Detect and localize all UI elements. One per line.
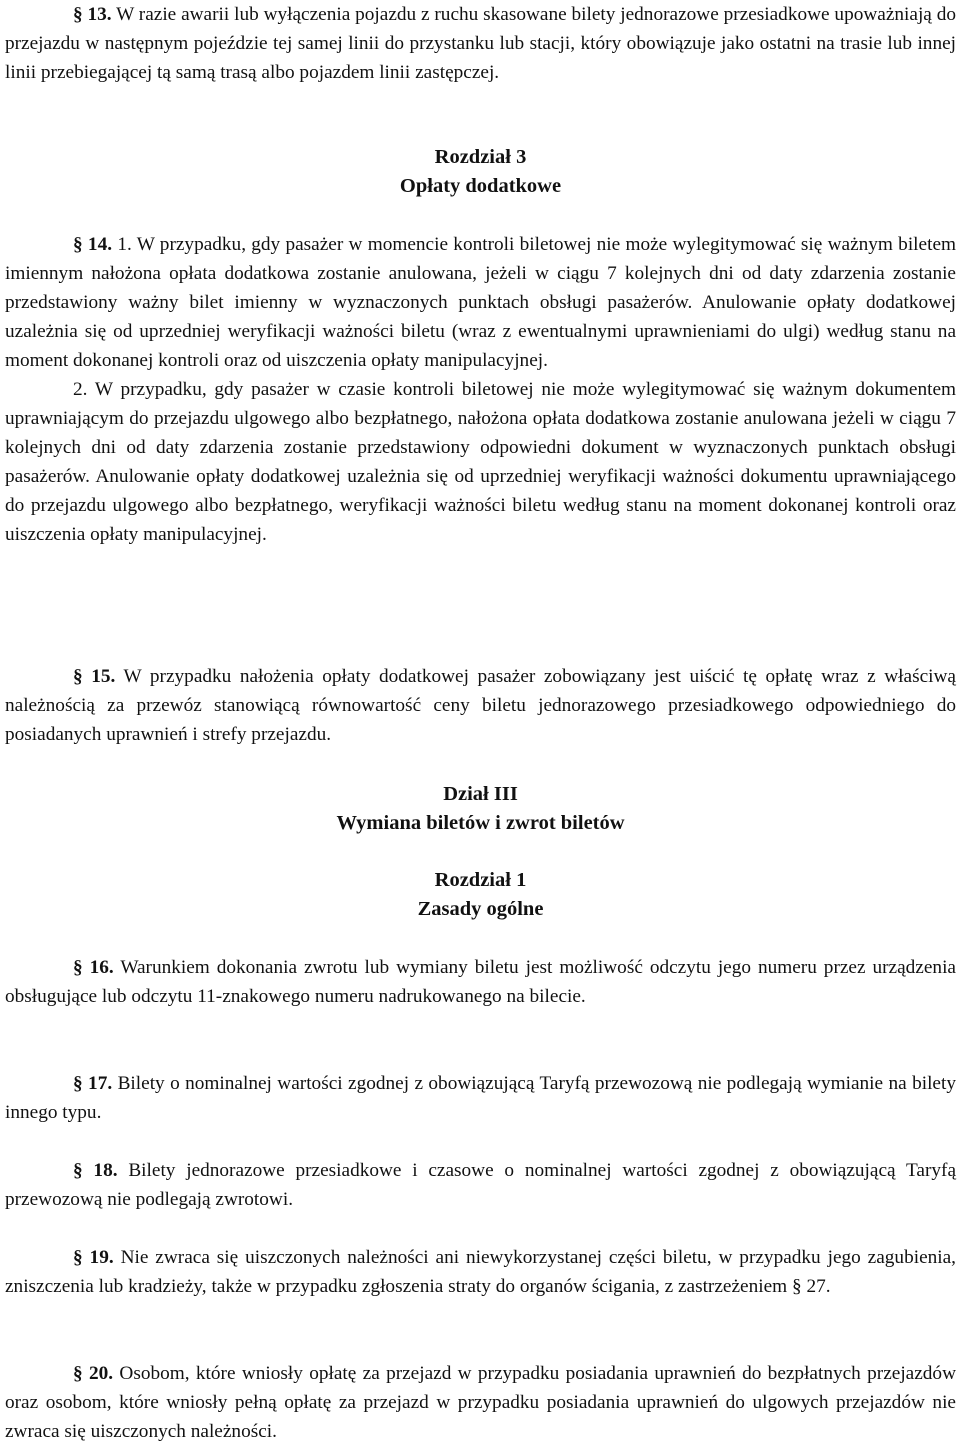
paragraph-text: Warunkiem dokonania zwrotu lub wymiany biletu jest możliwość odczytu jego numeru przez urządzenia obsługujące lub odczytu 11-znakowego numeru nadrukowanego na bilecie. [5, 957, 956, 1007]
paragraph-text: 1. W przypadku, gdy pasażer w momencie kontroli biletowej nie może wylegitymować się ważnym biletem imiennym nałożona opłata dodatkowa zostanie anulowana, jeżeli w ciągu 7 kolejnych dni od daty zdarzenia zostanie przedstawiony ważny bilet imienny w wyznaczonych punktach obsługi pasażerów. Anulowanie opłaty dodatkowej uzależnia się od uprzedniej weryfikacji ważności biletu (wraz z ewentualnymi uprawnieniami do ulgi) według stanu na moment dokonanej kontroli oraz od uiszczenia opłaty manipulacyjnej. [5, 234, 957, 371]
paragraph-number: 15. [91, 666, 116, 687]
paragraph-text: Bilety jednorazowe przesiadkowe i czasowe o nominalnej wartości zgodnej z obowiązującą Taryfą przewozową nie podlegają zwrotowi. [5, 1160, 957, 1210]
paragraph-13 [5, 0, 956, 87]
paragraph-text: Bilety o nominalnej wartości zgodnej z obowiązującą Taryfą przewozową nie podlegają wymianie na bilety innego typu. [5, 1073, 956, 1123]
section-sign: § [791, 1276, 802, 1297]
paragraph-text: Osobom, które wniosły opłatę za przejazd w przypadku posiadania uprawnień do bezpłatnych przejazdów oraz osobom, które wniosły pełną opłatę za przejazd w przypadku posiadania uprawnień do ulgowych przejazdów nie zwraca się uiszczonych należności. [5, 1363, 957, 1442]
section-title: Dział III [443, 783, 518, 805]
paragraph-number: 17. [88, 1073, 113, 1094]
paragraph-number: 13. [87, 4, 112, 25]
section-sign: § [73, 666, 83, 687]
section-sign: § [73, 1363, 83, 1384]
chapter-title: Rozdział 3 [434, 146, 527, 168]
paragraph-14 [5, 230, 956, 549]
section-sign: § [73, 957, 83, 978]
paragraph-20 [5, 1359, 956, 1446]
paragraph-number: 19. [89, 1247, 114, 1268]
section-sign: § [73, 4, 83, 25]
chapter-subtitle: Opłaty dodatkowe [399, 175, 562, 197]
chapter-3-heading [5, 143, 956, 201]
paragraph-14-point-2 [5, 375, 956, 549]
paragraph-text: 2. W przypadku, gdy pasażer w czasie kontroli biletowej nie może wylegitymować się ważnym dokumentem uprawniającym do przejazdu ulgowego albo bezpłatnego, nałożona opłata dodatkowa zostanie anulowana jeżeli w ciągu 7 kolejnych dni od daty zdarzenia zostanie przedstawiony odpowiedni dokument w wyznaczonych punktach obsługi pasażerów. Anulowanie opłaty dodatkowej uzależnia się od uprzedniej weryfikacji ważności dokumentu uprawniającego do przejazdu ulgowego albo bezpłatnego, weryfikacji ważności biletu według stanu na moment dokonanej kontroli oraz uiszczenia opłaty manipulacyjnej. [5, 379, 956, 545]
paragraph-18 [5, 1156, 956, 1214]
section-3-heading [5, 780, 956, 838]
paragraph-number: 16. [89, 957, 114, 978]
section-subtitle: Wymiana biletów i zwrot biletów [336, 812, 625, 834]
section-sign: § [73, 234, 83, 255]
chapter-subtitle: Zasady ogólne [417, 898, 544, 920]
section-sign: § [73, 1247, 83, 1268]
paragraph-17 [5, 1069, 956, 1127]
paragraph-14-point-1 [5, 230, 956, 375]
section-sign: § [73, 1073, 83, 1094]
paragraph-number: 18. [93, 1160, 118, 1181]
paragraph-16 [5, 953, 956, 1011]
cross-reference: 27. [806, 1276, 831, 1297]
paragraph-number: 14. [87, 234, 113, 255]
paragraph-text: W razie awarii lub wyłączenia pojazdu z ruchu skasowane bilety jednorazowe przesiadkowe upoważniają do przejazdu w następnym pojeździe tej samej linii do przystanku lub stacji, który obowiązuje jako ostatni na trasie lub innej linii przebiegającej tą samą trasą albo pojazdem linii zastępczej. [5, 4, 956, 83]
section-sign: § [73, 1160, 83, 1181]
chapter-1-heading [5, 866, 956, 924]
paragraph-15 [5, 662, 956, 749]
paragraph-19 [5, 1243, 956, 1301]
chapter-title: Rozdział 1 [434, 869, 527, 891]
paragraph-number: 20. [88, 1363, 114, 1384]
paragraph-text: W przypadku nałożenia opłaty dodatkowej pasażer zobowiązany jest uiścić tę opłatę wraz z właściwą należnością za przewóz stanowiącą równowartość ceny biletu jednorazowego przesiadkowego odpowiedniego do posiadanych uprawnień i strefy przejazdu. [5, 666, 956, 745]
paragraph-text: Nie zwraca się uiszczonych należności ani niewykorzystanej części biletu, w przypadku jego zagubienia, zniszczenia lub kradzieży, także w przypadku zgłoszenia straty do organów ścigania, z zastrzeżeniem [5, 1247, 957, 1297]
